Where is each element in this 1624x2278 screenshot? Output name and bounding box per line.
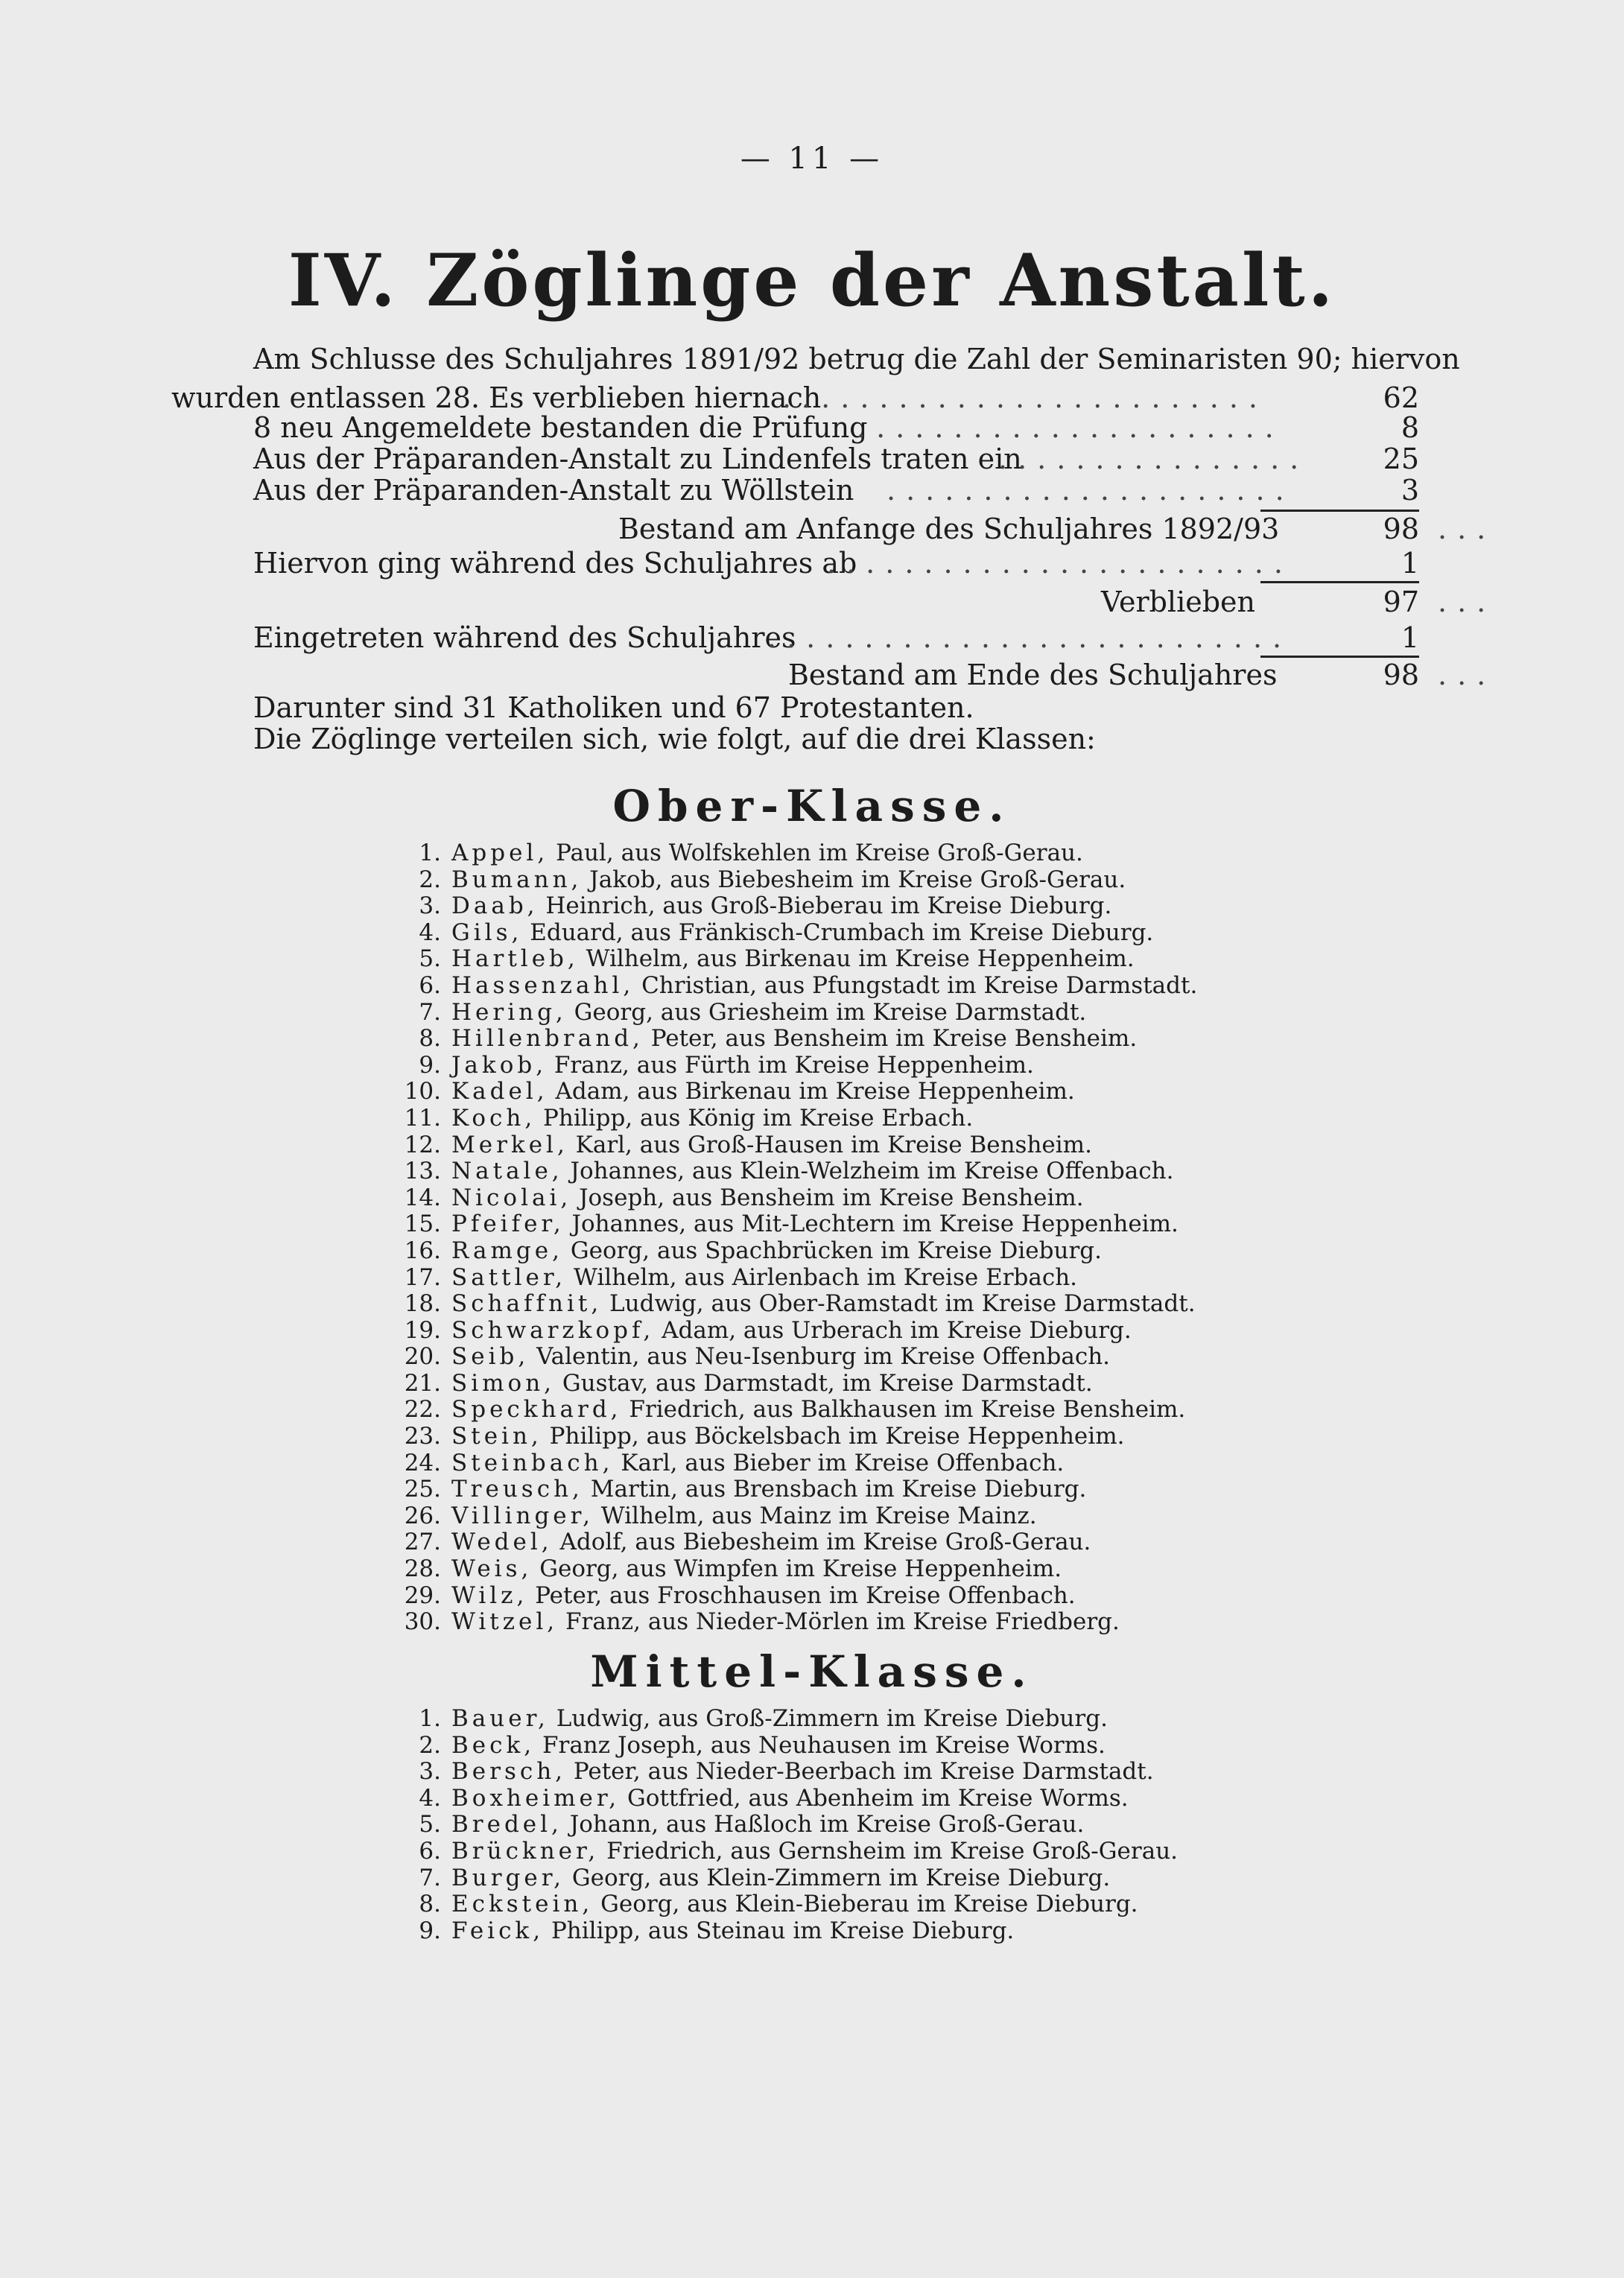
student-details: Ludwig, aus Groß-Zimmern im Kreise Dieburg.: [556, 1705, 1108, 1732]
student-entry: [451, 1838, 1178, 1865]
leader-dots: .....................: [886, 474, 1295, 507]
student-entry: [451, 1211, 1179, 1238]
student-entry: [451, 1609, 1120, 1636]
student-details: Philipp, aus König im Kreise Erbach.: [543, 1104, 974, 1132]
list-item: [387, 1371, 1356, 1397]
item-number: 27.: [404, 1529, 441, 1556]
intro-count: 8: [1401, 411, 1419, 444]
intro-count: 98: [1383, 659, 1419, 691]
intro-text: Darunter sind 31 Katholiken und 67 Protestanten.: [253, 691, 974, 724]
student-surname: Pfeifer,: [451, 1211, 565, 1238]
student-details: Wilhelm, aus Mainz im Kreise Mainz.: [600, 1502, 1037, 1529]
item-number: 14.: [404, 1184, 441, 1211]
section-heading-ober: Ober-Klasse.: [612, 781, 1012, 831]
item-number: 25.: [404, 1476, 441, 1503]
student-details: Johannes, aus Mit-Lechtern im Kreise Heppenheim.: [571, 1211, 1179, 1238]
intro-count: 1: [1401, 621, 1419, 654]
list-item: [387, 1556, 1356, 1583]
student-entry: [451, 1865, 1110, 1892]
student-surname: Bumann,: [451, 866, 583, 893]
student-details: Joseph, aus Bensheim im Kreise Bensheim.: [579, 1184, 1084, 1211]
student-entry: [451, 1529, 1091, 1556]
item-number: 13.: [404, 1158, 441, 1185]
intro-line: [171, 583, 1497, 621]
list-item: [387, 1918, 1356, 1945]
student-surname: Bersch,: [451, 1758, 567, 1786]
list-item: [387, 1158, 1356, 1185]
student-surname: Koch,: [451, 1104, 536, 1132]
student-details: Georg, aus Spachbrücken im Kreise Dieburg.: [570, 1237, 1102, 1264]
student-entry: [451, 1132, 1092, 1159]
student-details: Friedrich, aus Gernsheim im Kreise Groß-Gerau.: [606, 1837, 1179, 1865]
leader-dots: .........................: [782, 381, 1268, 414]
list-item: [387, 1609, 1356, 1636]
student-details: Philipp, aus Böckelsbach im Kreise Heppenheim.: [549, 1423, 1125, 1450]
item-number: 18.: [404, 1290, 441, 1318]
page-number: — 11 —: [740, 142, 884, 176]
item-number: 24.: [404, 1449, 441, 1476]
item-number: 8.: [419, 1891, 441, 1918]
list-item: [387, 867, 1356, 894]
item-number: 21.: [404, 1369, 441, 1397]
item-number: 9.: [419, 1051, 441, 1079]
list-item: [387, 1026, 1356, 1053]
student-details: Johann, aus Haßloch im Kreise Groß-Gerau.: [569, 1811, 1085, 1838]
item-number: 1.: [419, 840, 441, 866]
intro-text: Am Schlusse des Schuljahres 1891/92 betrug die Zahl der Seminaristen 90; hiervon: [253, 343, 1460, 375]
intro-line: [171, 510, 1497, 548]
list-item: [387, 1291, 1356, 1318]
student-details: Johannes, aus Klein-Welzheim im Kreise Offenbach.: [570, 1158, 1174, 1185]
student-details: Jakob, aus Biebesheim im Kreise Groß-Gerau.: [589, 866, 1126, 893]
student-entry: [451, 1503, 1037, 1530]
student-surname: Hartleb,: [451, 945, 579, 973]
item-number: 17.: [404, 1263, 441, 1291]
mittel-klasse-list: [387, 1706, 1356, 1944]
student-details: Philipp, aus Steinau im Kreise Dieburg.: [551, 1917, 1015, 1944]
list-item: [387, 1185, 1356, 1212]
item-number: 5.: [419, 1811, 441, 1838]
list-item: [387, 1079, 1356, 1105]
item-number: 6.: [419, 1837, 441, 1865]
item-number: 8.: [419, 1025, 441, 1053]
student-details: Peter, aus Nieder-Beerbach im Kreise Darmstadt.: [573, 1758, 1154, 1786]
student-entry: [451, 1556, 1062, 1583]
student-details: Martin, aus Brensbach im Kreise Dieburg.: [590, 1476, 1087, 1503]
student-surname: Boxheimer,: [451, 1784, 621, 1812]
student-details: Adolf, aus Biebesheim im Kreise Groß-Gerau.: [559, 1529, 1091, 1556]
student-details: Valentin, aus Neu-Isenburg im Kreise Offenbach.: [536, 1343, 1111, 1371]
item-number: 6.: [419, 971, 441, 999]
student-surname: Stein,: [451, 1423, 542, 1450]
list-item: [387, 1000, 1356, 1027]
intro-count: 1: [1401, 547, 1419, 580]
student-details: Georg, aus Griesheim im Kreise Darmstadt.: [574, 998, 1087, 1026]
intro-text: wurden entlassen 28. Es verblieben hiernach: [171, 381, 822, 414]
item-number: 10.: [404, 1078, 441, 1105]
list-item: [387, 1450, 1356, 1477]
list-item: [387, 1476, 1356, 1503]
student-entry: [451, 1450, 1064, 1477]
intro-line: [171, 720, 1419, 758]
student-details: Gottfried, aus Abenheim im Kreise Worms.: [627, 1784, 1129, 1812]
leader-dots: ...........................: [767, 621, 1292, 654]
student-details: Wilhelm, aus Birkenau im Kreise Heppenheim.: [586, 945, 1135, 973]
student-surname: Daab,: [451, 892, 539, 920]
intro-line: [171, 544, 1419, 583]
student-details: Karl, aus Groß-Hausen im Kreise Bensheim.: [575, 1131, 1092, 1158]
intro-text: Aus der Präparanden-Anstalt zu Lindenfels traten ein: [253, 442, 1022, 475]
student-surname: Seib,: [451, 1343, 530, 1371]
intro-count: 25: [1383, 442, 1419, 475]
item-number: 22.: [404, 1396, 441, 1424]
student-entry: [451, 867, 1126, 894]
student-entry: [451, 1371, 1093, 1397]
item-number: 15.: [404, 1211, 441, 1238]
item-number: 30.: [404, 1608, 441, 1636]
list-item: [387, 1891, 1356, 1918]
item-number: 5.: [419, 945, 441, 973]
item-number: 7.: [419, 1864, 441, 1891]
student-entry: [451, 1891, 1138, 1918]
list-item: [387, 1397, 1356, 1424]
leader-dots: ...: [1438, 659, 1497, 691]
student-surname: Hering,: [451, 998, 567, 1026]
list-item: [387, 1786, 1356, 1812]
intro-count: 62: [1383, 381, 1419, 414]
student-surname: Hassenzahl,: [451, 971, 635, 999]
list-item: [387, 1503, 1356, 1530]
item-number: 7.: [419, 998, 441, 1026]
student-surname: Treusch,: [451, 1476, 583, 1503]
intro-count: 3: [1401, 474, 1419, 507]
student-details: Franz, aus Nieder-Mörlen im Kreise Friedberg.: [565, 1608, 1120, 1636]
intro-count: 97: [1383, 586, 1419, 618]
student-surname: Simon,: [451, 1369, 556, 1397]
student-surname: Ramge,: [451, 1237, 563, 1264]
student-entry: [451, 920, 1153, 947]
item-number: 19.: [404, 1316, 441, 1344]
student-entry: [451, 1812, 1084, 1838]
student-surname: Villinger,: [451, 1502, 594, 1529]
item-number: 2.: [419, 1731, 441, 1759]
ober-klasse-list: [387, 840, 1356, 1636]
student-details: Franz Joseph, aus Neuhausen im Kreise Worms.: [542, 1731, 1106, 1759]
list-item: [387, 840, 1356, 867]
student-details: Georg, aus Klein-Bieberau im Kreise Dieburg.: [600, 1891, 1138, 1918]
student-entry: [451, 1238, 1102, 1265]
list-item: [387, 1053, 1356, 1079]
student-details: Georg, aus Wimpfen im Kreise Heppenheim.: [539, 1555, 1062, 1583]
student-surname: Eckstein,: [451, 1891, 594, 1918]
student-entry: [451, 1424, 1124, 1450]
list-item: [387, 1424, 1356, 1450]
student-entry: [451, 1265, 1077, 1292]
leader-dots: ...: [1438, 586, 1497, 618]
student-details: Ludwig, aus Ober-Ramstadt im Kreise Darmstadt.: [609, 1290, 1196, 1318]
student-entry: [451, 1318, 1132, 1345]
student-entry: [451, 1583, 1076, 1610]
list-item: [387, 1132, 1356, 1159]
intro-text: Hiervon ging während des Schuljahres ab: [253, 547, 857, 580]
item-number: 1.: [419, 1705, 441, 1732]
student-details: Eduard, aus Fränkisch-Crumbach im Kreise Dieburg.: [530, 919, 1154, 946]
leader-dots: ......................: [857, 411, 1284, 444]
student-entry: [451, 840, 1083, 867]
list-item: [387, 1265, 1356, 1292]
list-item: [387, 1838, 1356, 1865]
student-surname: Gils,: [451, 919, 523, 946]
item-number: 11.: [404, 1104, 441, 1132]
student-details: Paul, aus Wolfskehlen im Kreise Groß-Gerau.: [556, 840, 1083, 866]
student-surname: Beck,: [451, 1731, 536, 1759]
student-details: Peter, aus Froschhausen im Kreise Offenbach.: [535, 1581, 1076, 1609]
list-item: [387, 1865, 1356, 1892]
student-surname: Merkel,: [451, 1131, 568, 1158]
item-number: 26.: [404, 1502, 441, 1529]
leader-dots: ...: [1438, 513, 1497, 545]
student-details: Gustav, aus Darmstadt, im Kreise Darmstadt.: [562, 1369, 1093, 1397]
leader-dots: ................: [998, 442, 1310, 475]
intro-line: [171, 618, 1419, 657]
student-details: Georg, aus Klein-Zimmern im Kreise Dieburg.: [571, 1864, 1111, 1891]
student-entry: [451, 1706, 1108, 1733]
student-entry: [451, 946, 1135, 973]
intro-text: Die Zöglinge verteilen sich, wie folgt, auf die drei Klassen:: [253, 723, 1096, 755]
intro-line: [253, 340, 1460, 378]
student-entry: [451, 1476, 1086, 1503]
student-entry: [451, 1053, 1034, 1079]
student-surname: Speckhard,: [451, 1396, 622, 1424]
student-entry: [451, 1733, 1106, 1760]
student-surname: Feick,: [451, 1917, 545, 1944]
intro-text: Eingetreten während des Schuljahres: [253, 621, 796, 654]
list-item: [387, 1529, 1356, 1556]
student-surname: Schwarzkopf,: [451, 1316, 655, 1344]
item-number: 12.: [404, 1131, 441, 1158]
intro-text: Bestand am Anfange des Schuljahres 1892/93: [618, 513, 1280, 545]
student-details: Christian, aus Pfungstadt im Kreise Darmstadt.: [641, 971, 1198, 999]
item-number: 9.: [419, 1917, 441, 1944]
list-item: [387, 1318, 1356, 1345]
item-number: 23.: [404, 1423, 441, 1450]
student-surname: Hillenbrand,: [451, 1025, 644, 1053]
student-surname: Jakob,: [451, 1051, 548, 1079]
student-surname: Nicolai,: [451, 1184, 572, 1211]
student-surname: Weis,: [451, 1555, 533, 1583]
student-entry: [451, 1918, 1014, 1945]
student-details: Adam, aus Birkenau im Kreise Heppenheim.: [555, 1078, 1075, 1105]
student-surname: Schaffnit,: [451, 1290, 603, 1318]
student-surname: Kadel,: [451, 1078, 548, 1105]
list-item: [387, 1344, 1356, 1371]
section-heading-mittel: Mittel-Klasse.: [590, 1646, 1034, 1697]
item-number: 3.: [419, 892, 441, 920]
leader-dots: ........................: [827, 547, 1293, 580]
item-number: 16.: [404, 1237, 441, 1264]
student-details: Franz, aus Fürth im Kreise Heppenheim.: [554, 1051, 1034, 1079]
student-details: Karl, aus Bieber im Kreise Offenbach.: [621, 1449, 1065, 1476]
student-entry: [451, 1786, 1129, 1812]
student-details: Friedrich, aus Balkhausen im Kreise Bensheim.: [629, 1396, 1186, 1424]
student-details: Heinrich, aus Groß-Bieberau im Kreise Dieburg.: [545, 892, 1112, 920]
intro-text: Bestand am Ende des Schuljahres: [788, 659, 1278, 691]
student-surname: Natale,: [451, 1158, 563, 1185]
student-entry: [451, 1759, 1154, 1786]
student-surname: Steinbach,: [451, 1449, 614, 1476]
student-surname: Witzel,: [451, 1608, 559, 1636]
student-entry: [451, 1397, 1185, 1424]
student-entry: [451, 893, 1111, 920]
student-surname: Bredel,: [451, 1811, 562, 1838]
student-surname: Appel,: [451, 840, 549, 866]
intro-text: 8 neu Angemeldete bestanden die Prüfung: [253, 411, 868, 444]
item-number: 2.: [419, 866, 441, 893]
student-surname: Bauer,: [451, 1705, 549, 1732]
intro-text: Verblieben: [1101, 586, 1256, 618]
item-number: 3.: [419, 1758, 441, 1786]
item-number: 29.: [404, 1581, 441, 1609]
student-surname: Sattler,: [451, 1263, 567, 1291]
student-entry: [451, 1185, 1084, 1212]
student-details: Peter, aus Bensheim im Kreise Bensheim.: [650, 1025, 1138, 1053]
student-entry: [451, 1291, 1196, 1318]
student-surname: Wilz,: [451, 1581, 528, 1609]
list-item: [387, 1105, 1356, 1132]
list-item: [387, 946, 1356, 973]
list-item: [387, 1759, 1356, 1786]
item-number: 20.: [404, 1343, 441, 1371]
intro-line: [171, 471, 1419, 510]
list-item: [387, 1238, 1356, 1265]
list-item: [387, 893, 1356, 920]
student-surname: Burger,: [451, 1864, 565, 1891]
student-entry: [451, 1000, 1086, 1027]
list-item: [387, 1706, 1356, 1733]
student-entry: [451, 973, 1197, 1000]
list-item: [387, 973, 1356, 1000]
student-entry: [451, 1158, 1173, 1185]
list-item: [387, 920, 1356, 947]
list-item: [387, 1812, 1356, 1838]
student-surname: Brückner,: [451, 1837, 600, 1865]
list-item: [387, 1211, 1356, 1238]
page-title: IV. Zöglinge der Anstalt.: [288, 238, 1336, 323]
intro-text: Aus der Präparanden-Anstalt zu Wöllstein: [253, 474, 854, 507]
student-details: Wilhelm, aus Airlenbach im Kreise Erbach.: [574, 1263, 1078, 1291]
student-entry: [451, 1105, 973, 1132]
student-surname: Wedel,: [451, 1529, 553, 1556]
student-entry: [451, 1344, 1110, 1371]
student-entry: [451, 1026, 1137, 1053]
item-number: 4.: [419, 919, 441, 946]
student-details: Adam, aus Urberach im Kreise Dieburg.: [662, 1316, 1132, 1344]
list-item: [387, 1733, 1356, 1760]
intro-count: 98: [1383, 513, 1419, 545]
student-entry: [451, 1079, 1075, 1105]
list-item: [387, 1583, 1356, 1610]
item-number: 4.: [419, 1784, 441, 1812]
item-number: 28.: [404, 1555, 441, 1583]
